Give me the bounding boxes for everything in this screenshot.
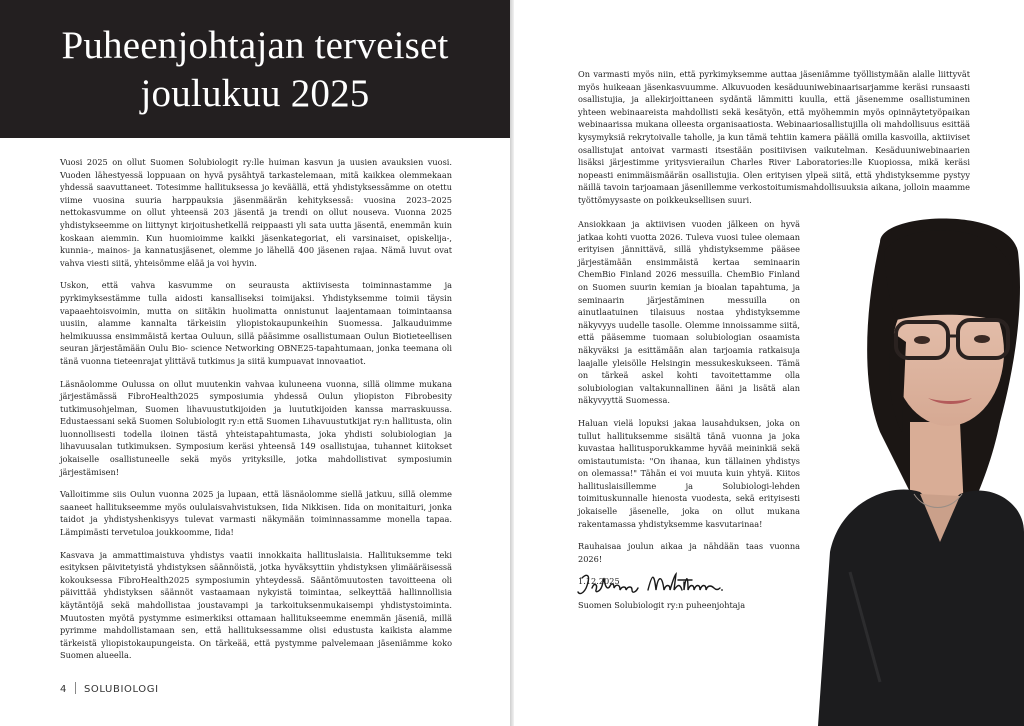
footer-divider: [75, 682, 76, 694]
paragraph: Rauhaisaa joulun aikaa ja nähdään taas vuonna 2026!: [578, 541, 800, 564]
portrait-photo: [810, 212, 1024, 726]
page-number: 4: [60, 684, 67, 695]
left-column-text: [60, 156, 452, 672]
title-line-2: joulukuu 2025: [140, 72, 370, 115]
magazine-name: SOLUBIOLOGI: [83, 684, 159, 695]
page-footer: [60, 682, 159, 695]
signer-role: Suomen Solubiologit ry:n puheenjohtaja: [578, 600, 746, 610]
right-column-narrow-text: [578, 218, 800, 598]
paragraph: Valloitimme siis Oulun vuonna 2025 ja lupaan, että läsnäolomme siellä jatkuu, sillä olemme saaneet hallitukseemme myös oululaisvahvistuksen, Iida Nikkisen. Iida on monitaituri, jonka taidot ja yhdistyshenkisyys tulevat varmasti näkymään toiminnassamme monella tapaa. Lämpimästi tervetuloa joukkoomme, Iida!: [60, 489, 452, 538]
paragraph: On varmasti myös niin, että pyrkimyksemme auttaa jäseniämme työllistymään alalle liittyvät myös huikeaan jäsenkasvuumme. Alkuvuoden kesäduuniwebinaarisarjamme keräsi runsaasti osallistujia, ja allekirjoittaneen sydäntä lämmitti kuulla, että jäsenemme osallistuminen yhteen webinaareista mahdollisti sekä kesätyön, että myöhemmin myös opinnäytetyöpaikan webinaarissa mukana olleesta organisaatiosta. Webinaariosallistujilla oli mahdollisuus esittää kysymyksiä rekrytoivalle taholle, ja kun tämä tehtiin kamera päällä omilla kasvoilla, aktiiviset osallistujat antoivat varmasti itsestään positiivisen vaikutelman. Kesäduuniwebinaarien lisäksi järjestimme yritysvierailun Charles River Laboratories:lle Kuopiossa, mikä keräsi nopeasti enimmäismäärän osallistujia. Olen erityisen ylpeä siitä, että yhdistyksemme pystyy näillä tavoin tarjoamaan jäsenillemme verkostoitumismahdollisuuksia aikana, jolloin maamme työttömyysaste on poikkeuksellisen suuri.: [578, 69, 970, 205]
paragraph: Vuosi 2025 on ollut Suomen Solubiologit ry:lle huiman kasvun ja uusien avauksien vuosi. Vuoden lähestyessä loppuaan on hyvä pysähtyä tarkastelemaan, mitä kaikkea olemmekaan yhdessä saavuttaneet. Totesimme hallituksessa jo keväällä, että yhdistyksessämme on otettu viime vuosina suuria harppauksia jäsenmäärän kehityksessä: vuosina 2023–2025 nettokasvumme on ollut yhteensä 203 jäsentä ja trendi on ollut nouseva. Vuonna 2025 yhdistykseemme on liittynyt kirjoitushetkellä reippaasti yli sata uutta jäsentä, enemmän kuin koskaan aiemmin. Kun huomioimme kaikki jäsenkategoriat, eli varsinaiset, opiskelija-, kunnia-, mainos- ja kannatusjäsenet, olemme jo lähellä 400 jäsenen rajaa. Nämä luvut ovat vahva viesti siitä, yhteisömme elää ja voi hyvin.: [60, 157, 452, 268]
title-line-1: Puheenjohtajan terveiset: [61, 24, 449, 67]
paragraph: Haluan vielä lopuksi jakaa lausahduksen, joka on tullut hallituksemme sisältä tänä vuonna ja joka kuvastaa hallitusporukkamme hyvää meininkiä sekä omistautumista: "On ihanaa, kun tällainen yhdistys on olemassa!" Tähän ei voi muuta kuin yhtyä. Kiitos hallituslaisillemme ja Solubiologi-lehden toimituskunnalle hienosta vuodesta, sekä erityisesti jokaiselle jäsenelle, joka on ollut mukana rakentamassa yhdistyksemme kasvutarinaa!: [578, 417, 800, 529]
paragraph: Kasvava ja ammattimaistuva yhdistys vaatii innokkaita hallituslaisia. Hallituksemme teki esityksen päivitetyistä yhdistyksen säännöistä, jotka hyväksyttiin yhdistyksen ylimääräisessä kokouksessa FibroHealth2025 symposiumin yhteydessä. Sääntömuutosten tavoitteena oli päivittää yhdistyksen säännöt vastaamaan nykyistä toimintaa, selkeyttää hallinnollisia käytäntöjä sekä mahdollistaa joustavampi ja tarkoituksenmukaisempi yhdistystoiminta. Muutosten myötä pystymme esimerkiksi ottamaan hallitukseemme enemmän jäseniä, millä pyrimme mahdollistamaan sen, että hallituksessamme olisi edustusta kaikista alamme tärkeistä yliopistokaupungeista. On tärkeää, että pystymme palvelemaan jäseniämme koko Suomen alueella.: [60, 549, 452, 661]
right-page: [514, 0, 1024, 726]
paragraph: Uskon, että vahva kasvumme on seurausta aktiivisesta toiminnastamme ja pyrkimyksestämme tulla aidosti kansalliseksi toimijaksi. Yhdistyksemme toimii täysin vapaaehtoisvoimin, mutta on siitäkin huolimatta onnistunut laajentamaan toimintaansa uusiin, alamme kannalta tärkeisiin yliopistokaupunkeihin Suomessa. Jalkauduimme helmikuussa ensimmäistä kertaa Ouluun, sillä pääsimme osallistumaan Oulun Biotieteellisen seuran järjestämään Oulu Bio- science Networking OBNE25-tapahtumaan, jonka teemana oli tänä vuonna tieteenrajat ylittävä tutkimus ja siitä kumpuavat innovaatiot.: [60, 280, 452, 366]
title-band: [0, 0, 510, 138]
right-column-wide-text: [578, 68, 970, 217]
date: 1.12.2025: [578, 576, 620, 587]
paragraph: Ansiokkaan ja aktiivisen vuoden jälkeen on hyvä jatkaa kohti vuotta 2026. Tuleva vuosi tulee olemaan erityisen jännittävä, sillä yhdistyksemme pääsee järjestämään ensimmäistä kertaa seminaarin ChemBio Finland 2026 messuilla. ChemBio Finland on Suomen suurin kemian ja bioalan tapahtuma, ja seminaarin järjestäminen messuilla on ainutlaatuinen tilaisuus nostaa yhdistyksemme näkyvyys uudelle tasolle. Olemme innoissamme siitä, että pääsemme tuomaan solubiologian osaamista näkyväksi ja esittämään alan tarjoamia ratkaisuja laajalle yleisölle Helsingin messukeskukseen. Tämä on tärkeä askel kohti tavoitettamme olla solubiologian valtakunnallinen ääni ja lisätä alan näkyvyyttä Suomessa.: [578, 219, 800, 406]
left-page: [0, 0, 510, 726]
paragraph: Läsnäolomme Oulussa on ollut muutenkin vahvaa kuluneena vuonna, sillä olimme mukana järjestämässä FibroHealth2025 symposiumia yhdessä Oulun yliopiston Fibrobesity tutkimusohjelman, Suomen lihavuustutkijoiden ja luututkijoiden kanssa marraskuussa. Edustaessani sekä Suomen Solubiologit ry:n että Suomen Lihavuustutkijat ry:n hallitusta, olin luonnollisesti todella iloinen tästä yhteistapahtumasta, joka yhdisti solubiologian ja lihavuusalan tutkimuksen. Symposium keräsi yhteensä 149 osallistujaa, tuhannet kiitokset jokaiselle osallistuneelle sekä myös yrityksille, jotka mahdollistivat symposiumin järjestämisen!: [60, 378, 452, 477]
page-title: [0, 22, 510, 118]
